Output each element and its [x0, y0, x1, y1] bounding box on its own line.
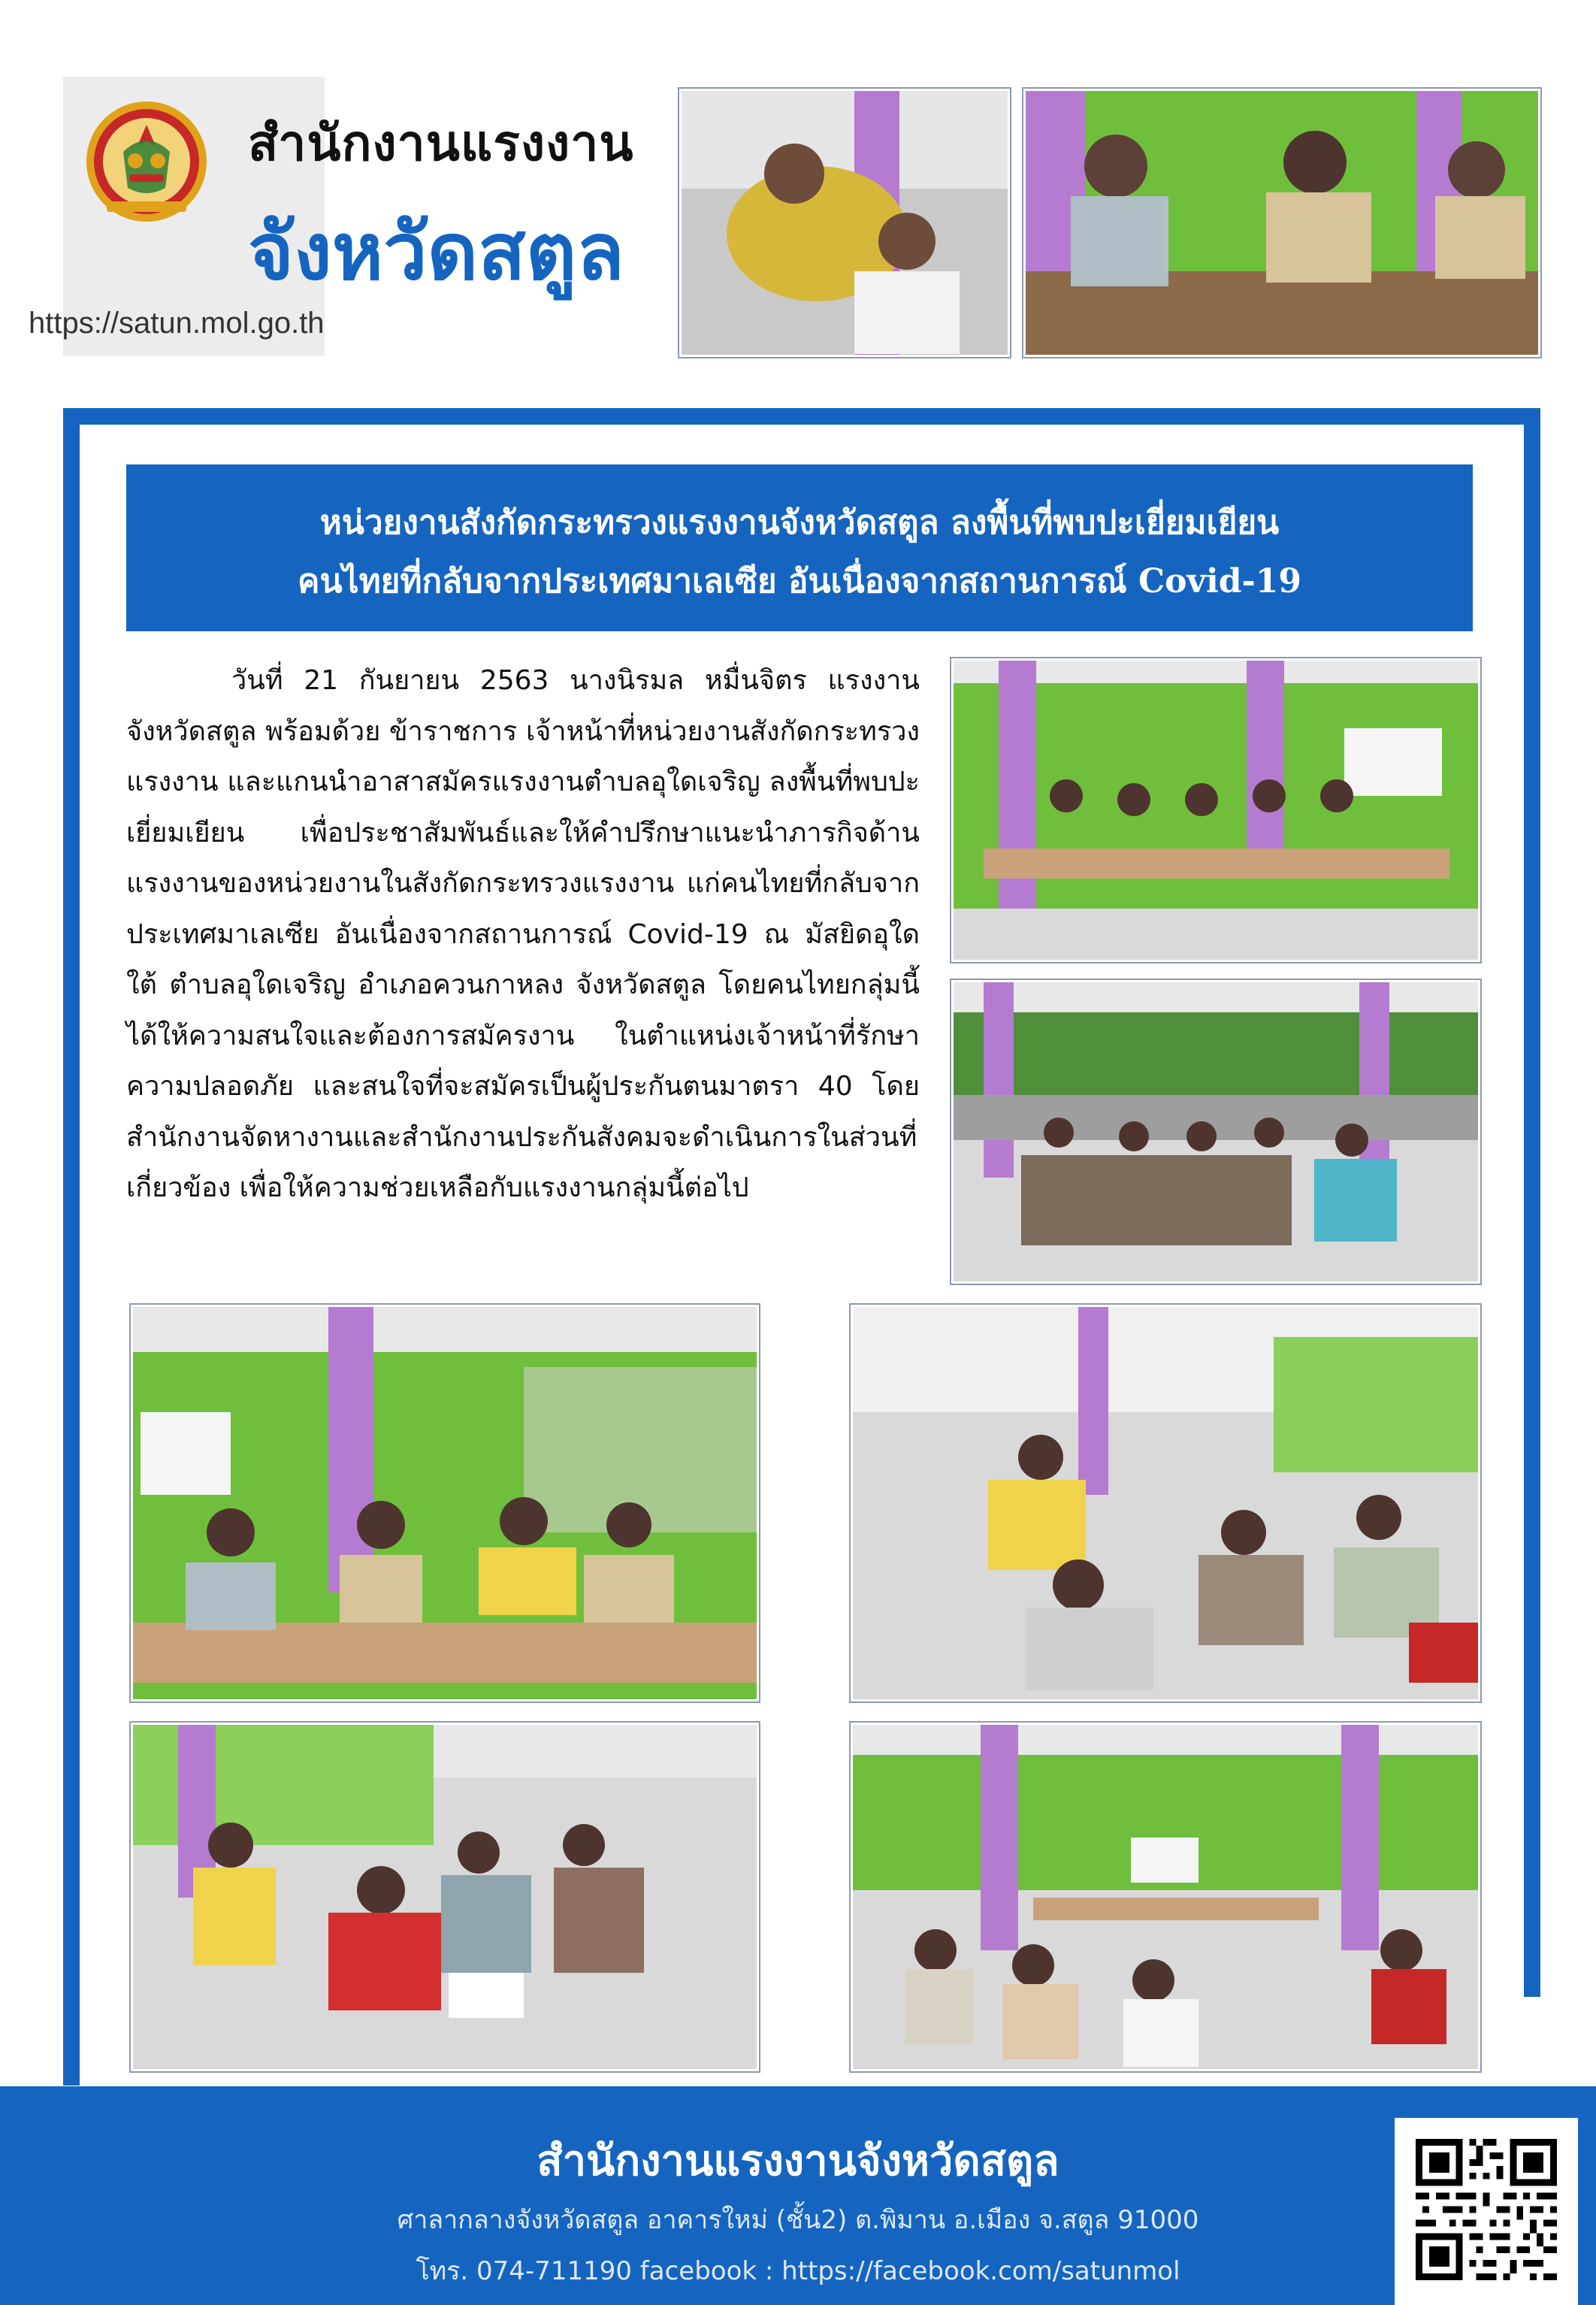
headline-line1: หน่วยงานสังกัดกระทรวงแรงงานจังหวัดสตูล ลงพื้นที่พบปะเยี่ยมเยียน — [319, 504, 1280, 542]
article-paragraph: วันที่ 21 กันยายน 2563 นางนิรมล หมื่นจิตร แรงงานจังหวัดสตูล พร้อมด้วย ข้าราชการ เจ้าหน้าที่หน่วยงานสังกัดกระทรวงแรงงาน และแกนนำอาสาสมัครแรงงานตำบลอุใดเจริญ ลงพื้นที่พบปะเยี่ยมเยียน เพื่อประชาสัมพันธ์และให้คำปรึกษาแนะนำภารกิจด้านแรงงานของหน่วยงานในสังกัดกระทรวงแรงงาน แก่คนไทยที่กลับจากประเทศมาเลเซีย อันเนื่องจากสถานการณ์ Covid-19 ณ มัสยิดอุใดใต้ ตำบลอุใดเจริญ อำเภอควนกาหลง จังหวัดสตูล โดยคนไทยกลุ่มนี้ได้ให้ความสนใจและต้องการสมัครงาน ในตำแหน่งเจ้าหน้าที่รักษาความปลอดภัย และสนใจที่จะสมัครเป็นผู้ประกันตนมาตรา 40 โดย สำนักงานจัดหางานและสำนักงานประกันสังคมจะดำเนินการในส่วนที่เกี่ยวข้อง เพื่อให้ความช่วยเหลือกับแรงงานกลุ่มนี้ต่อไป — [126, 665, 920, 1203]
footer-address: ศาลากลางจังหวัดสตูล อาคารใหม่ (ชั้น2) ต.พิมาน อ.เมือง จ.สตูล 91000 — [397, 2205, 1199, 2235]
ministry-emblem-icon — [84, 99, 209, 224]
footer-org-name: สำนักงานแรงงานจังหวัดสตูล — [537, 2137, 1059, 2186]
header-photo-2 — [1023, 89, 1540, 357]
article-body — [126, 655, 920, 1214]
website-url[interactable]: https://satun.mol.go.th — [29, 307, 325, 340]
footer-contact[interactable]: โทร. 074-711190 facebook : https://facebook.com/satunmol — [416, 2256, 1180, 2286]
frame-left-bar — [63, 408, 80, 2086]
meeting-photo-writing — [131, 1723, 759, 2071]
headline-banner — [126, 464, 1473, 631]
meeting-photo-officials — [951, 658, 1480, 962]
org-name-line2: จังหวัดสตูล — [248, 206, 624, 298]
frame-right-bar — [1524, 408, 1540, 1997]
meeting-photo-forms — [851, 1305, 1480, 1702]
meeting-photo-panel — [131, 1305, 759, 1702]
meeting-photo-audience — [951, 980, 1480, 1284]
header-photo-1 — [679, 89, 1010, 357]
headline-line2: คนไทยที่กลับจากประเทศมาเลเซีย อันเนื่องจากสถานการณ์ Covid-19 — [298, 562, 1301, 600]
qr-code-icon[interactable] — [1395, 2118, 1578, 2305]
frame-top-bar — [63, 408, 1540, 425]
footer-bar — [0, 2086, 1596, 2305]
meeting-photo-hall — [851, 1723, 1480, 2071]
org-name-line1: สำนักงานแรงงาน — [248, 114, 634, 172]
